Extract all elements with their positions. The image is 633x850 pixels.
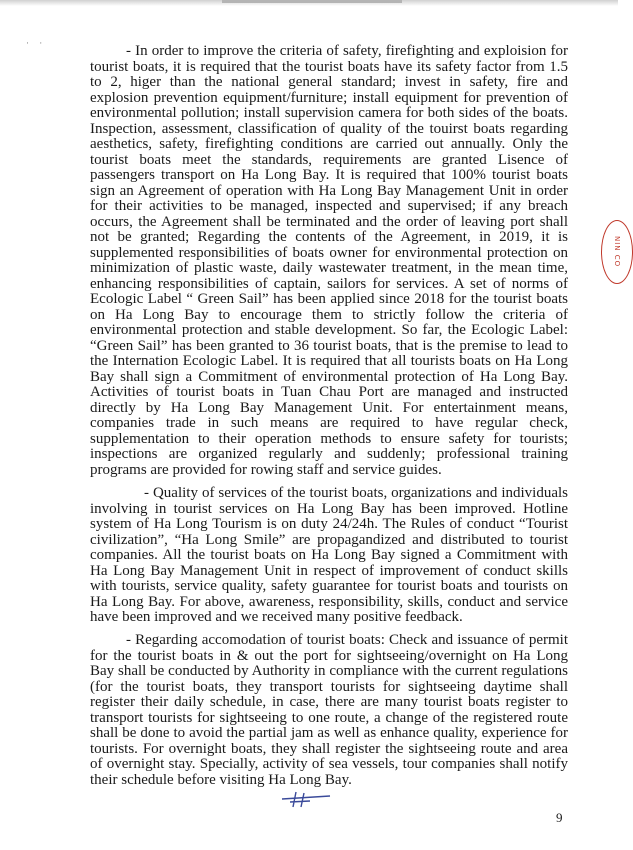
paragraph-accommodation-text: - Regarding accomodation of tourist boats: Check and issuance of permit for the tourist boats in & out the port for sightseeing/overnight on Ha Long Bay shall be conducted by Authority in compliance with the current regulations (for the tourist boats, they transport tourists for sightseeing daytime shall register their daily schedule, in case, there are many tourist boats register to transport tourists for sightseeing to one route, a change of the registered route shall be done to avoid the partial jam as well as enhance quality, experience for tourists. For overnight boats, they shall register the sightseeing route and area of overnight stay. Specially, activity of sea vessels, tour companies shall notify their schedule before visiting Ha Long Bay. bbox=[90, 632, 568, 788]
scan-specks: · · bbox=[26, 38, 47, 48]
paragraph-service-quality-text: - Quality of services of the tourist boats, organizations and individuals involving in tourist services on Ha Long Bay has been improved. Hotline system of Ha Long Tourism is on duty 24/24h. The Rules of conduct “Tourist civilization”, “Ha Long Smile” are propagandized and distributed to tourist companies. All the tourist boats on Ha Long Bay signed a Commitment with Ha Long Bay Management Unit in respect of improvement of conduct skills with tourists, service quality, safety guarantee for tourist boats and tourists on Ha Long Bay. For above, awareness, responsibility, skills, conduct and service have been improved and we received many positive feedback. bbox=[90, 485, 568, 625]
page-number: 9 bbox=[556, 810, 563, 825]
paragraph-safety bbox=[90, 44, 568, 478]
paragraph-accommodation bbox=[90, 633, 568, 788]
stamp-text: NIN CO bbox=[613, 236, 621, 268]
paragraph-service-quality bbox=[90, 486, 568, 626]
paragraph-safety-text: - In order to improve the criteria of safety, firefighting and exploision for tourist boats, it is required that the tourist boats have its safety factor from 1.5 to 2, higer than the national general standard; invest in safety, fire and explosion prevention equipment/furniture; install equipment for prevention of environmental pollution; install supervision camera for both sides of the boats. Inspection, assessment, classification of quality of the touirst boats regarding aesthetics, safety, firefighting conditions are carried out annually. Only the tourist boats meet the standards, requirements are granted Lisence of passengers transport on Ha Long Bay. It is required that 100% tourist boats sign an Agreement of operation with Ha Long Bay Management Unit in order for their activities to be managed, inspected and supervised; if any breach occurs, the Agreement shall be terminated and the order of leaving port shall not be granted; Regarding the contents of the Agreement, in 2019, it is supplemented responsibilities of boats owner for environmental protection on minimization of plastic waste, daily wastewater treatment, in the mean time, enhancing responsibilities of captain, sailors for services. A set of norms of Ecologic Label “ Green Sail” has been applied since 2018 for the tourist boats on Ha Long Bay to encourage them to strictly follow the criteria of environmental protection and stable development. So far, the Ecologic Label: “Green Sail” has been granted to 36 tourist boats, that is the premise to lead to the Internation Ecologic Label. It is required that all tourists boats on Ha Long Bay shall sign a Commitment of environmental protection of Ha Long Bay. Activities of tourist boats in Tuan Chau Port are managed and instructed directly by Ha Long Bay Management Unit. For entertainment means, companies trade in such means are required to have regular check, supplementation to their operation methods to ensure safety for tourists; inspections are organized regularly and suddenly; professional training programs are provided for rowing staff and service guides. bbox=[90, 43, 568, 478]
red-stamp bbox=[601, 220, 633, 284]
handwritten-initial bbox=[280, 790, 332, 810]
scan-mark bbox=[222, 0, 402, 3]
